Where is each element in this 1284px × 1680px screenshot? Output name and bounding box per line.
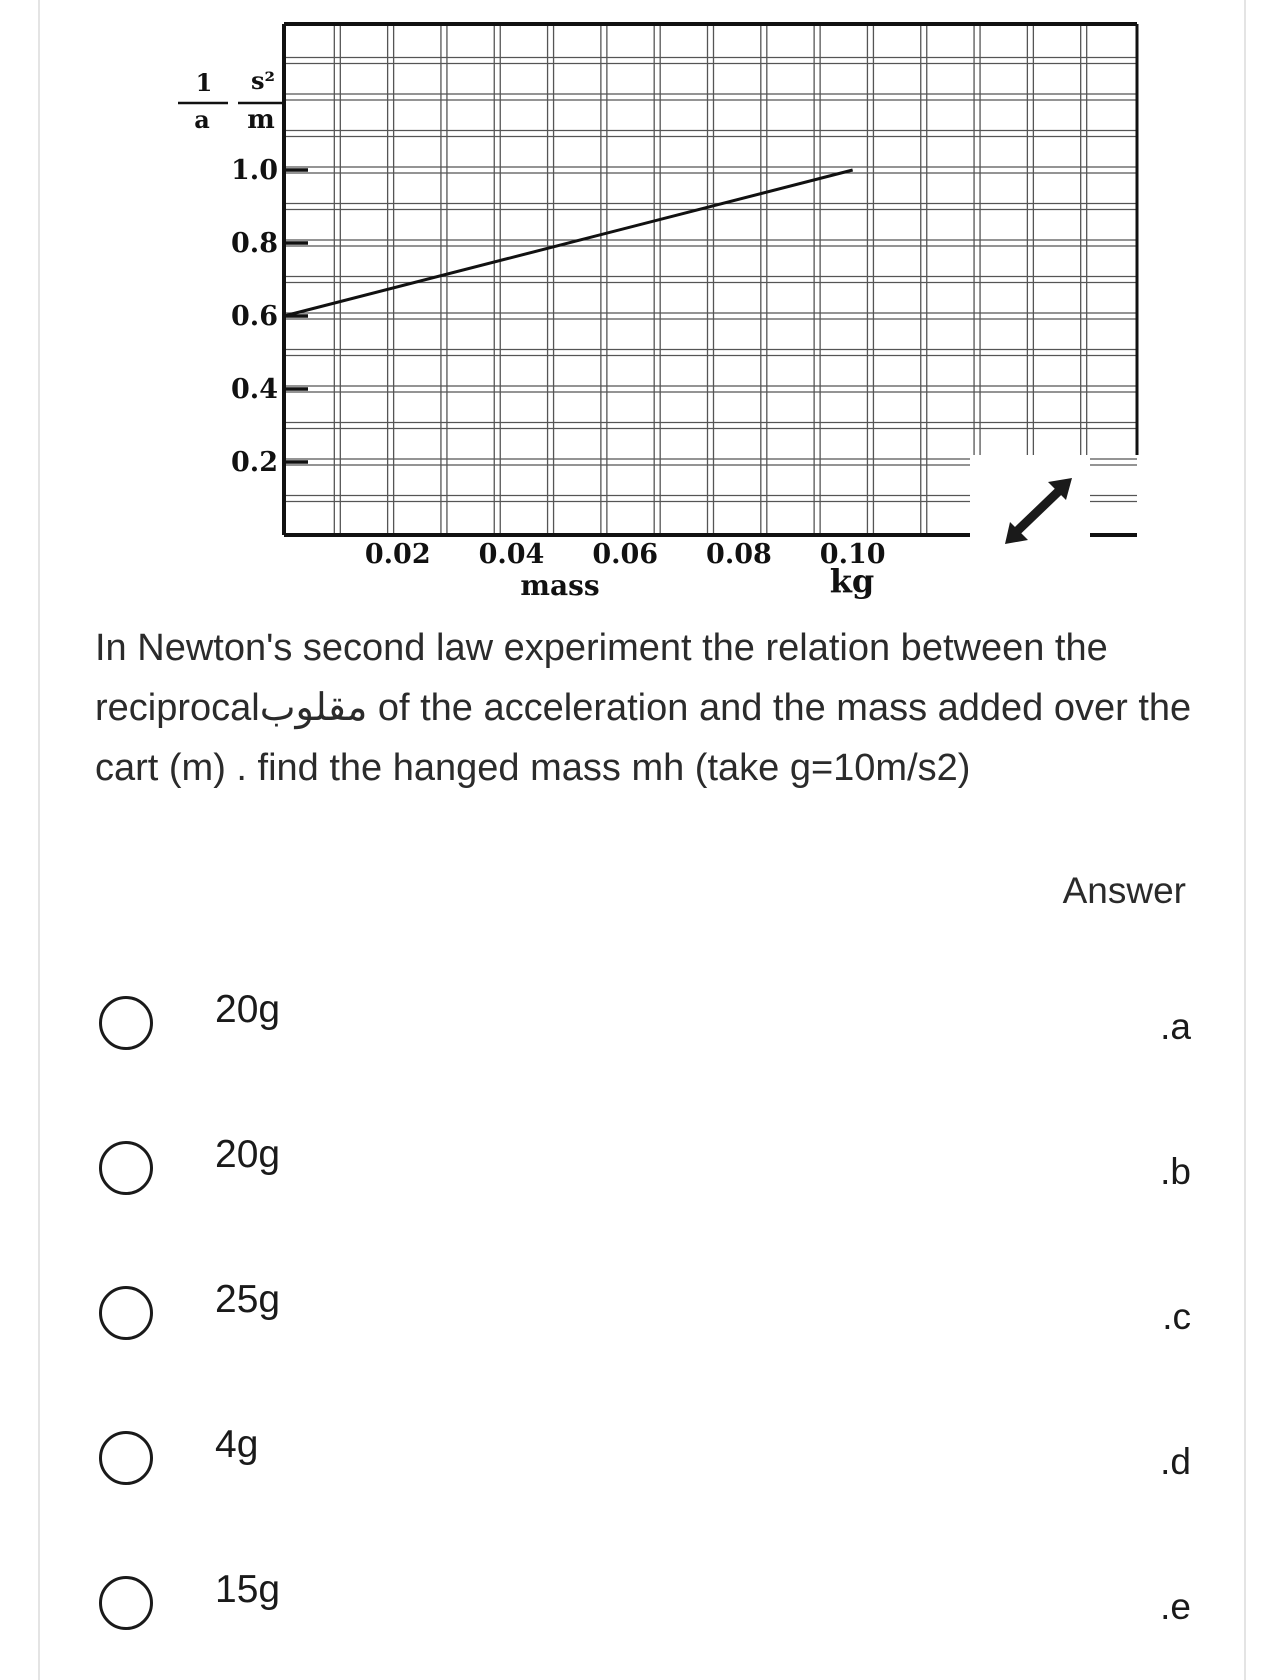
- radio-b[interactable]: [99, 1141, 153, 1195]
- y-tick-label: 0.8: [231, 228, 278, 259]
- x-tick-label: 0.02: [364, 539, 431, 570]
- x-ticks: [365, 539, 886, 570]
- x-axis-unit: kg: [829, 562, 875, 600]
- option-e[interactable]: [95, 1560, 1195, 1650]
- option-e-letter: .e: [1160, 1586, 1191, 1627]
- option-a-value: 20g: [215, 988, 281, 1031]
- x-tick-label: 0.08: [706, 539, 772, 570]
- option-a[interactable]: [95, 980, 1195, 1070]
- graph-figure: [0, 0, 1284, 620]
- option-e-value: 15g: [215, 1568, 281, 1611]
- y-unit2-numerator: s²: [250, 66, 276, 95]
- y-tick-label: 1.0: [231, 155, 278, 186]
- y-tick-label: 0.2: [231, 447, 278, 478]
- option-d[interactable]: [95, 1415, 1195, 1505]
- radio-c[interactable]: [99, 1286, 153, 1340]
- option-d-letter: .d: [1160, 1441, 1191, 1482]
- answer-label: Answer: [1062, 870, 1186, 911]
- option-c[interactable]: [95, 1270, 1195, 1360]
- radio-d[interactable]: [99, 1431, 153, 1485]
- question-text: In Newton's second law experiment the relation between the reciprocalمقلوب of the acceleration and the mass added over the cart (m) . find the hanged mass mh (take g=10m/s2): [95, 627, 1192, 789]
- option-b[interactable]: [95, 1125, 1195, 1215]
- y-tick-label: 0.6: [231, 301, 278, 332]
- option-b-value: 20g: [215, 1133, 281, 1176]
- y-tick-label: 0.4: [231, 374, 278, 405]
- y-unit-denominator: a: [194, 105, 210, 134]
- x-tick-label: 0.06: [592, 539, 659, 570]
- x-tick-label: 0.10: [819, 539, 886, 570]
- option-d-value: 4g: [215, 1423, 259, 1466]
- option-c-value: 25g: [215, 1278, 281, 1321]
- x-tick-label: 0.04: [478, 539, 545, 570]
- option-b-letter: .b: [1160, 1151, 1191, 1192]
- y-unit-numerator: 1: [195, 68, 213, 97]
- option-a-letter: .a: [1160, 1006, 1191, 1047]
- radio-a[interactable]: [99, 996, 153, 1050]
- x-axis-label: mass: [520, 569, 600, 602]
- radio-e[interactable]: [99, 1576, 153, 1630]
- y-unit2-denominator: m: [247, 105, 275, 135]
- option-c-letter: .c: [1162, 1296, 1191, 1337]
